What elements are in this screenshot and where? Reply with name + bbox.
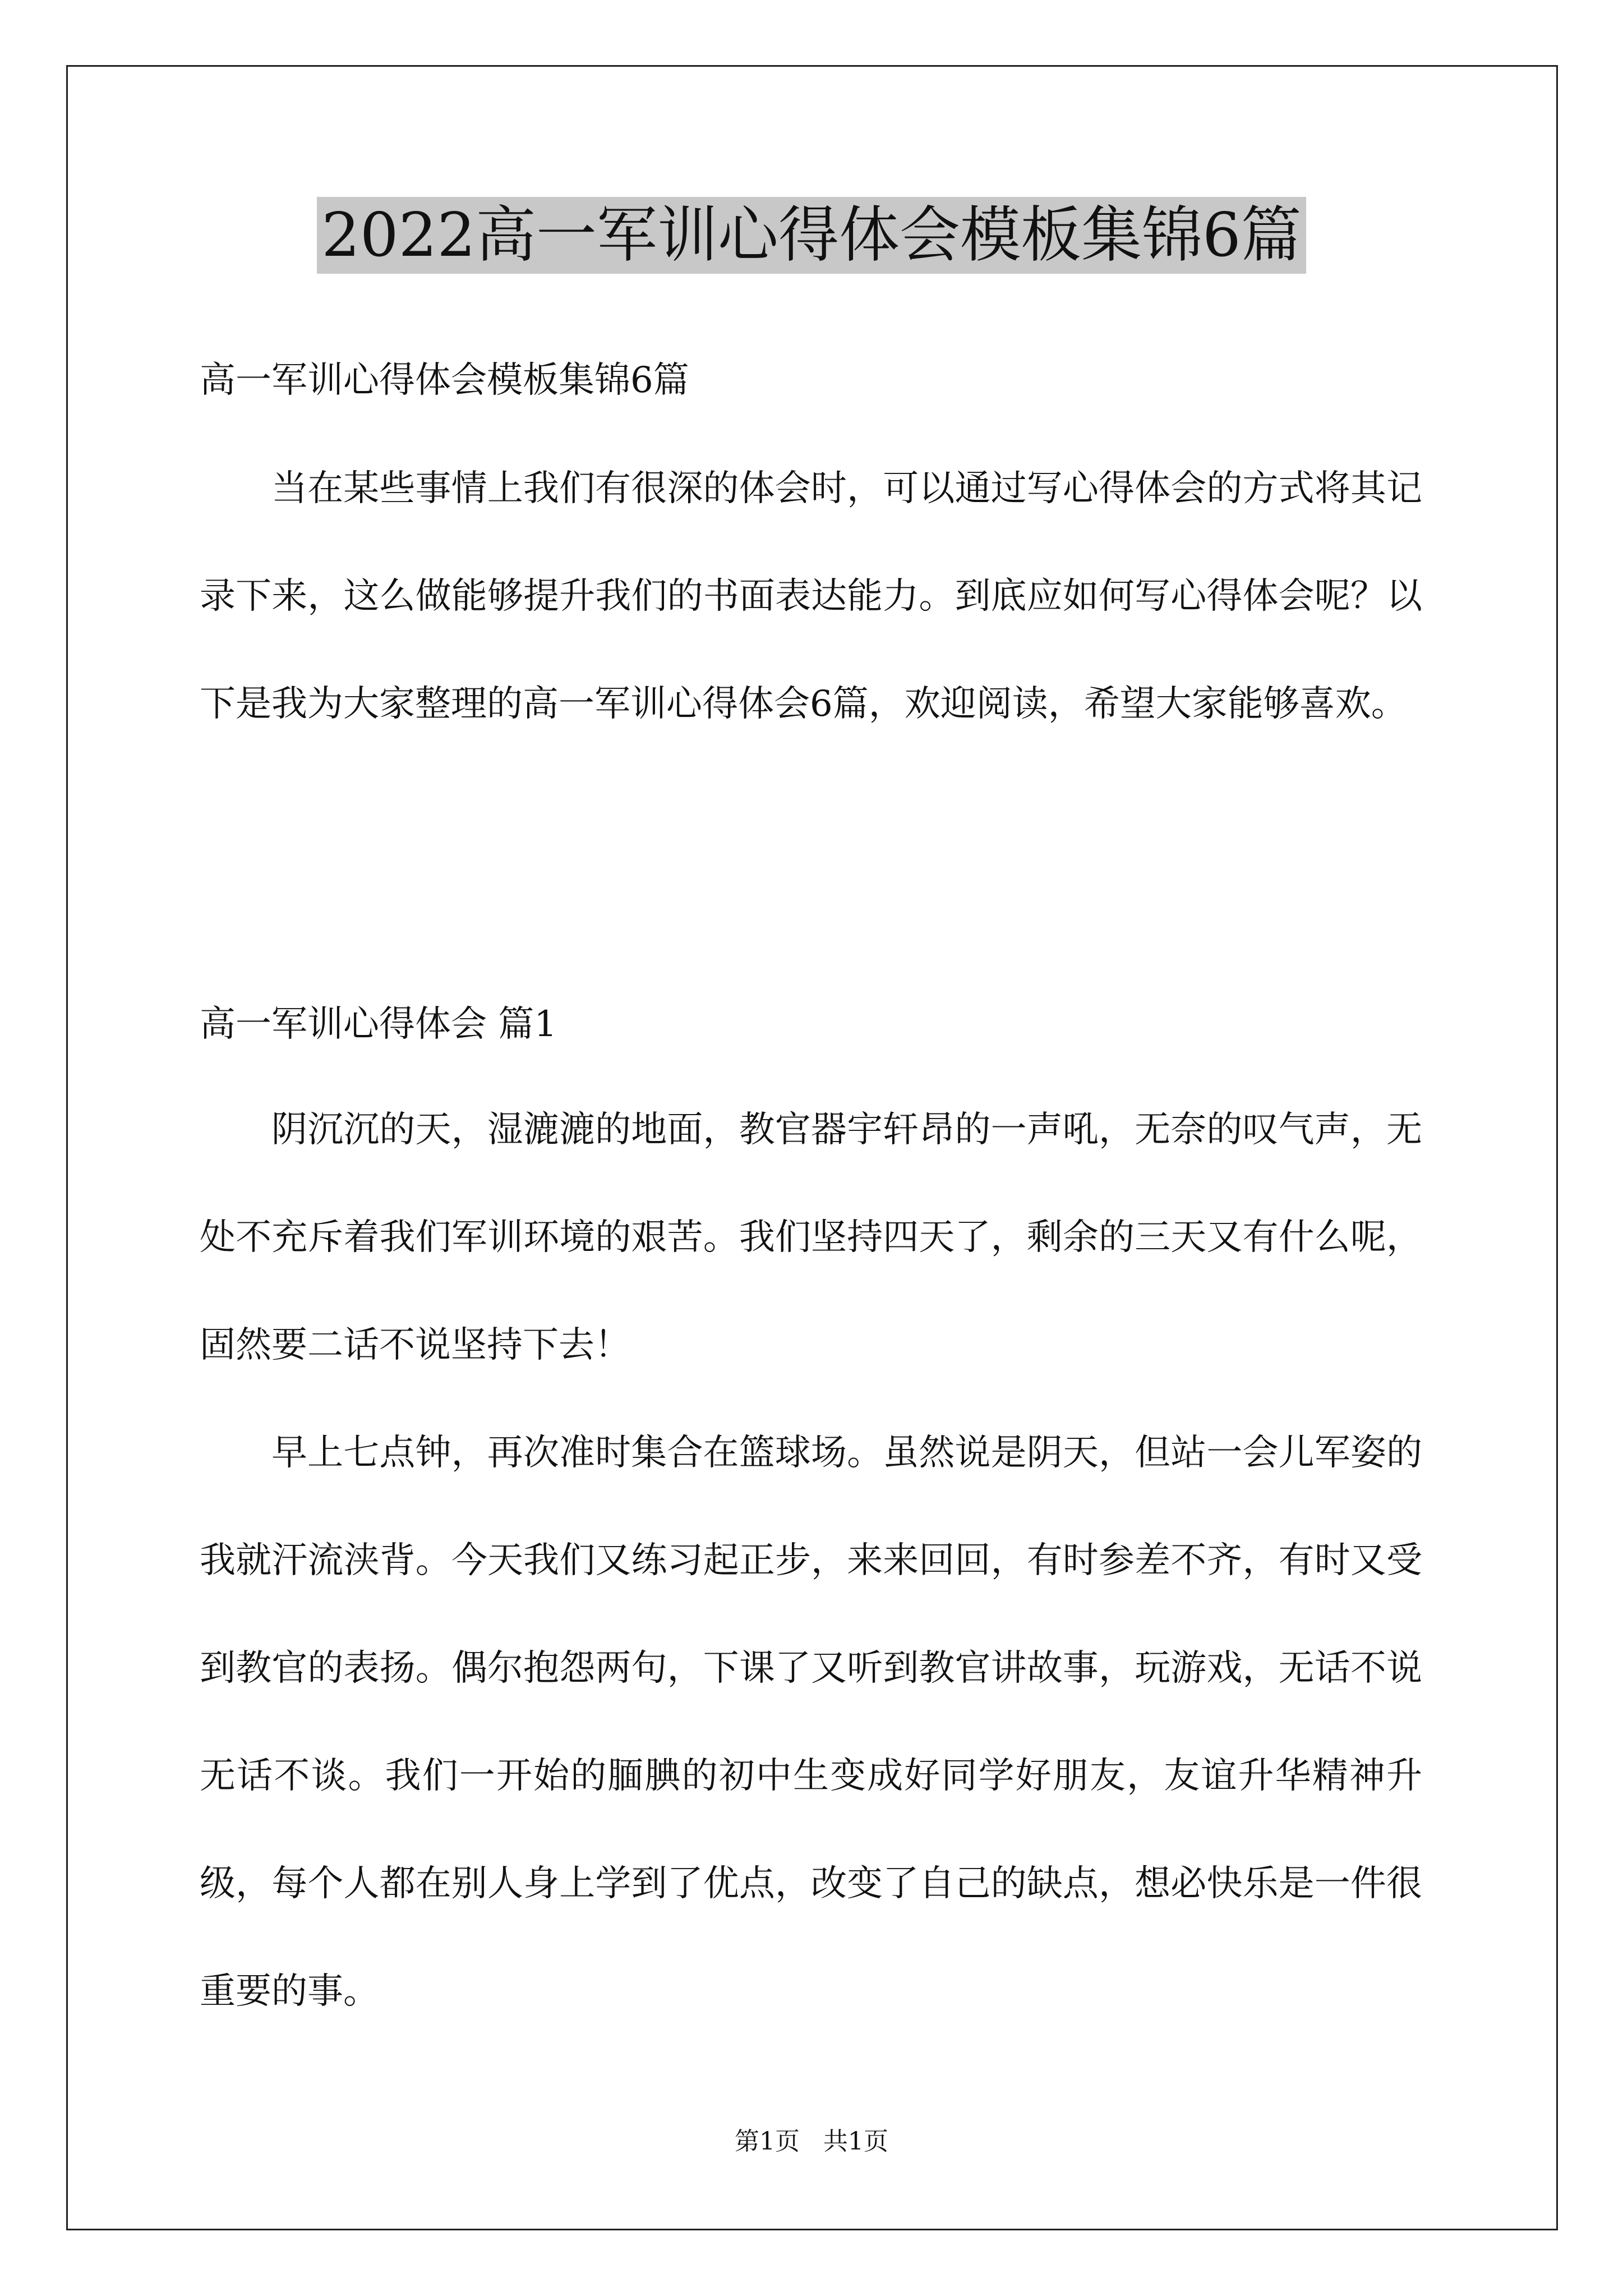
section1-paragraph-1: 阴沉沉的天，湿漉漉的地面，教官器宇轩昂的一声吼，无奈的叹气声，无处不充斥着我们军训环境的艰苦。我们坚持四天了，剩余的三天又有什么呢，固然要二话不说坚持下去！ [200, 1109, 1422, 1366]
section1-paragraph-2: 早上七点钟，再次准时集合在篮球场。虽然说是阴天，但站一会儿军姿的我就汗流浃背。今天我们又练习起正步，来来回回，有时参差不齐，有时又受到教官的表扬。偶尔抱怨两句，下课了又听到教官讲故事，玩游戏，无话不说无话不谈。我们一开始的腼腆的初中生变成好同学好朋友，友谊升华精神升级，每个人都在别人身上学到了优点，改变了自己的缺点，想必快乐是一件很重要的事。 [200, 1432, 1422, 2012]
document-title-text: 2022高一军训心得体会模板集锦6篇 [317, 197, 1306, 274]
document-title [0, 196, 1623, 275]
document-subtitle: 高一军训心得体会模板集锦6篇 [200, 360, 689, 401]
page-footer: 第1页 共1页 [735, 2127, 888, 2156]
intro-paragraph: 当在某些事情上我们有很深的体会时，可以通过写心得体会的方式将其记录下来，这么做能够提升我们的书面表达能力。到底应如何写心得体会呢？以下是我为大家整理的高一军训心得体会6篇，欢迎阅读，希望大家能够喜欢。 [200, 468, 1422, 725]
section-heading-1: 高一军训心得体会 篇1 [200, 1004, 557, 1045]
